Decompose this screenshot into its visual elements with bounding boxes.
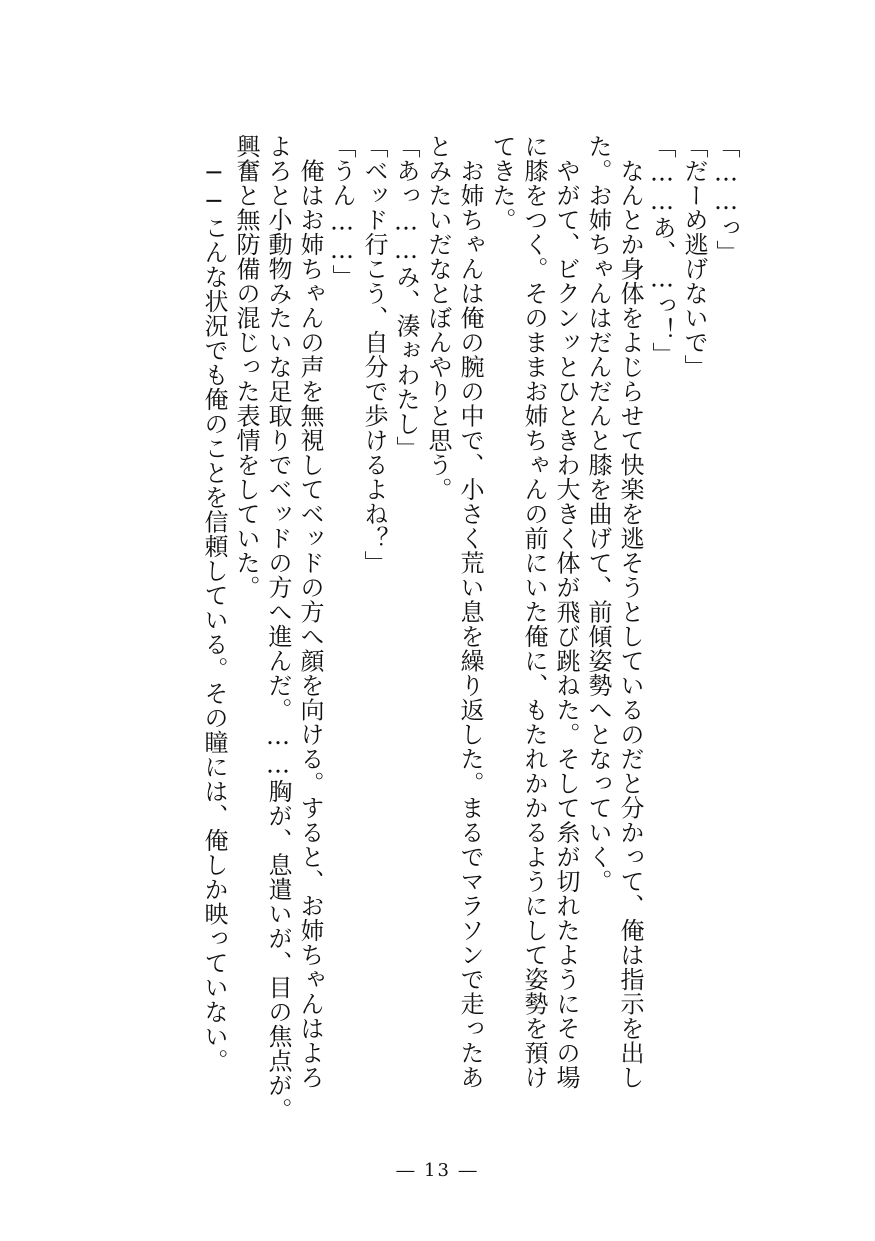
narration-line: た。お姉ちゃんはだんだんと膝を曲げて、前傾姿勢へとなっていく。 [584,134,612,894]
dialogue-line: 「だーめ逃げないで」 [680,134,708,379]
dialogue-line: 「……あ、…っ！」 [648,134,676,367]
dialogue-line: 「……っ」 [712,134,740,265]
vertical-text-body [198,134,742,1124]
dialogue-line: 「あっ……み、湊ぉわたし」 [392,134,420,461]
page-number: ― 13 ― [396,1160,479,1181]
narration-line: 興奮と無防備の混じった表情をしていた。 [232,134,260,600]
narration-line: お姉ちゃんは俺の腕の中で、小さく荒い息を繰り返した。まるでマラソンで走ったあ [456,134,484,1090]
narration-line: よろと小動物みたいな足取りでベッドの方へ進んだ。……胸が、息遣いが、目の焦点が。 [264,134,292,1122]
dialogue-line: 「ベッド行こう、自分で歩けるよね？」 [360,134,388,575]
narration-line: てきた。 [488,134,516,232]
narration-line: に膝をつく。そのままお姉ちゃんの前にいた俺に、もたれかかるようにして姿勢を預け [520,134,548,1090]
narration-line: なんとか身体をよじらせて快楽を逃そうとしているのだと分かって、俺は指示を出し [616,134,644,1090]
narration-line: 俺はお姉ちゃんの声を無視してベッドの方へ顔を向ける。すると、お姉ちゃんはよろ [296,134,324,1090]
narration-line: とみたいだなとぼんやりと思う。 [424,134,452,502]
narration-line: やがて、ビクンッとひときわ大きく体が飛び跳ねた。そして糸が切れたようにその場 [552,134,580,1090]
dialogue-line: 「うん……」 [328,134,356,289]
narration-line: ──こんな状況でも俺のことを信頼している。その瞳には、俺しか映っていない。 [200,134,228,1073]
